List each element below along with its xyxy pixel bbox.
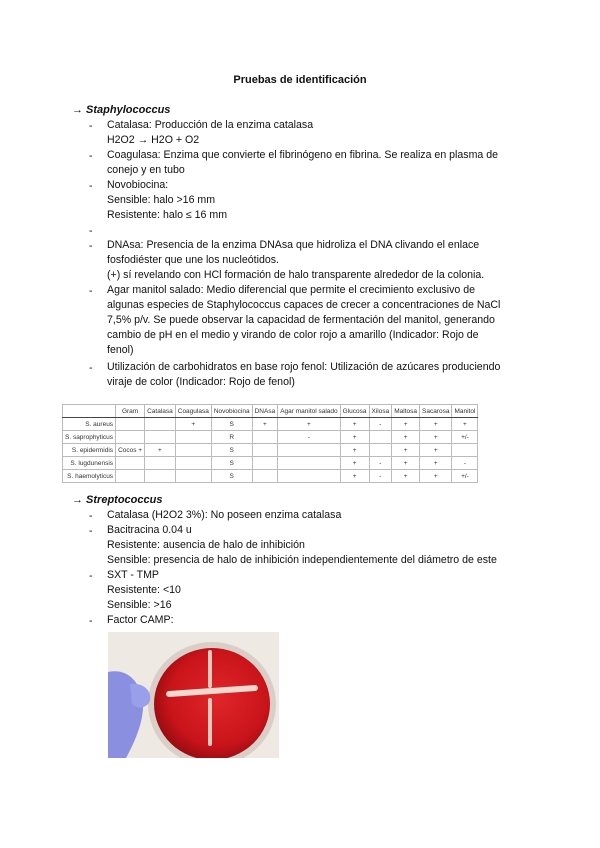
table-header-cell — [63, 405, 116, 418]
camp-test-plate-photo — [108, 632, 279, 758]
table-header-cell: Coagulasa — [175, 405, 211, 418]
species-name-cell: S. epidermidis — [63, 444, 116, 457]
table-cell — [145, 431, 176, 444]
table-cell: + — [145, 444, 176, 457]
table-cell: + — [252, 418, 278, 431]
table-cell — [252, 470, 278, 483]
table-row — [63, 457, 478, 470]
text-line: Resistente: ausencia de halo de inhibición — [107, 539, 305, 551]
text-line: Resistente: halo ≤ 16 mm — [107, 209, 228, 221]
table-cell: + — [278, 418, 340, 431]
streptococcus-heading: → Streptococcus — [72, 494, 163, 506]
table-cell: + — [420, 431, 452, 444]
table-row — [63, 470, 478, 483]
table-cell — [369, 431, 392, 444]
table-header-cell: Glucosa — [340, 405, 369, 418]
table-cell — [278, 470, 340, 483]
bacterial-streak — [208, 698, 212, 746]
table-cell — [278, 457, 340, 470]
species-name-cell: S. lugdunensis — [63, 457, 116, 470]
bullet-dash: - — [89, 570, 93, 582]
table-cell: + — [340, 457, 369, 470]
table-cell — [116, 418, 145, 431]
text-line: Factor CAMP: — [107, 614, 174, 626]
text-line: DNAsa: Presencia de la enzima DNAsa que hidroliza el DNA clivando el enlace — [107, 239, 480, 251]
table-header-cell: Gram — [116, 405, 145, 418]
text-line: 7,5% p/v. Se puede observar la capacidad de fermentación del manitol, generando — [107, 314, 495, 326]
species-name-cell: S. aureus — [63, 418, 116, 431]
text-line: fosfodiéster que une los nucleótidos. — [107, 254, 279, 266]
table-header-cell: Catalasa — [145, 405, 176, 418]
text-line: Sensible: presencia de halo de inhibición independientemente del diámetro de este — [107, 554, 497, 566]
table-cell: + — [392, 457, 420, 470]
table-header-cell: Maltosa — [392, 405, 420, 418]
text-line: H2O2 → H2O + O2 — [107, 134, 200, 146]
text-line: Utilización de carbohidratos en base rojo fenol: Utilización de azúcares produciendo — [107, 361, 501, 373]
table-cell — [452, 444, 478, 457]
text-line: Novobiocina: — [107, 179, 169, 191]
text-line: Coagulasa: Enzima que convierte el fibrinógeno en fibrina. Se realiza en plasma de — [107, 149, 499, 161]
text-line: conejo y en tubo — [107, 164, 185, 176]
text-line: fenol) — [107, 344, 134, 356]
text-line: SXT - TMP — [107, 569, 159, 581]
table-cell — [252, 457, 278, 470]
table-cell: + — [392, 431, 420, 444]
table-cell — [369, 444, 392, 457]
table-cell: S — [211, 470, 252, 483]
bullet-dash: - — [89, 615, 93, 627]
bullet-dash: - — [89, 150, 93, 162]
table-cell — [252, 431, 278, 444]
table-row — [63, 444, 478, 457]
table-cell — [145, 470, 176, 483]
bullet-dash: - — [89, 240, 93, 252]
table-cell: - — [369, 418, 392, 431]
table-cell — [175, 457, 211, 470]
table-cell: S — [211, 457, 252, 470]
bullet-dash: - — [89, 525, 93, 537]
table-header-cell: Novobiocina — [211, 405, 252, 418]
table-header-cell: Sacarosa — [420, 405, 452, 418]
bullet-dash: - — [89, 225, 93, 237]
text-line: Catalasa: Producción de la enzima catalasa — [107, 119, 314, 131]
table-cell: - — [278, 431, 340, 444]
table-cell — [116, 470, 145, 483]
table-cell: +/- — [452, 431, 478, 444]
text-line: cambio de pH en el medio y virando de color rojo a amarillo (Indicador: Rojo de — [107, 329, 479, 341]
text-line: Sensible: >16 — [107, 599, 172, 611]
table-cell: + — [392, 444, 420, 457]
table-cell — [145, 418, 176, 431]
species-name-cell: S. saprophyticus — [63, 431, 116, 444]
bullet-dash: - — [89, 180, 93, 192]
page-title: Pruebas de identificación — [233, 74, 367, 86]
text-line: (+) sí revelando con HCl formación de halo transparente alrededor de la colonia. — [107, 269, 485, 281]
table-cell: + — [420, 470, 452, 483]
agar-plate-image — [108, 632, 279, 758]
table-cell — [175, 470, 211, 483]
table-cell — [116, 431, 145, 444]
table-cell: Cocos + — [116, 444, 145, 457]
table-cell: + — [340, 470, 369, 483]
table-cell — [252, 444, 278, 457]
table-cell: + — [340, 444, 369, 457]
staphylococcus-heading: → Staphylococcus — [72, 104, 171, 116]
table-row — [63, 418, 478, 431]
table-header-cell: Xilosa — [369, 405, 392, 418]
bullet-dash: - — [89, 362, 93, 374]
table-cell: - — [369, 457, 392, 470]
table-cell: + — [340, 418, 369, 431]
text-line: Resistente: <10 — [107, 584, 181, 596]
table-cell: S — [211, 418, 252, 431]
table-cell — [175, 444, 211, 457]
text-line: Agar manitol salado: Medio diferencial que permite el crecimiento exclusivo de — [107, 284, 476, 296]
table-cell: + — [392, 470, 420, 483]
table-cell: - — [452, 457, 478, 470]
table-cell: + — [420, 444, 452, 457]
text-line: viraje de color (Indicador: Rojo de fenol) — [107, 376, 295, 388]
table-row — [63, 431, 478, 444]
table-cell: +/- — [452, 470, 478, 483]
table-cell — [175, 431, 211, 444]
bacterial-streak — [208, 650, 212, 688]
table-header-cell: Manitol — [452, 405, 478, 418]
table-header-cell: Agar manitol salado — [278, 405, 340, 418]
table-cell: + — [392, 418, 420, 431]
bullet-dash: - — [89, 510, 93, 522]
text-line: Bacitracina 0.04 u — [107, 524, 192, 536]
table-cell: + — [452, 418, 478, 431]
table-cell — [278, 444, 340, 457]
identification-table — [62, 404, 478, 483]
table-cell: S — [211, 444, 252, 457]
table-header-cell: DNAsa — [252, 405, 278, 418]
text-line: Sensible: halo >16 mm — [107, 194, 216, 206]
table-cell: + — [420, 457, 452, 470]
table-cell: + — [340, 431, 369, 444]
species-name-cell: S. haemolyticus — [63, 470, 116, 483]
table-header-row — [63, 405, 478, 418]
table-cell — [145, 457, 176, 470]
text-line: Catalasa (H2O2 3%): No poseen enzima catalasa — [107, 509, 342, 521]
table-cell: + — [175, 418, 211, 431]
table-cell: - — [369, 470, 392, 483]
table-cell: + — [420, 418, 452, 431]
text-line: algunas especies de Staphylococcus capaces de crecer a concentraciones de NaCl — [107, 299, 501, 311]
bullet-dash: - — [89, 120, 93, 132]
table-cell: R — [211, 431, 252, 444]
table-cell — [116, 457, 145, 470]
bullet-dash: - — [89, 285, 93, 297]
